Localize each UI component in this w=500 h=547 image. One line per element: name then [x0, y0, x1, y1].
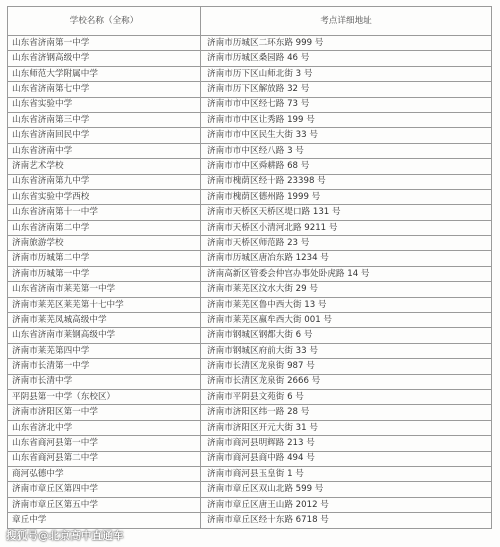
school-name-cell: 山东省商河县第二中学	[8, 451, 201, 466]
school-name-cell: 章丘中学	[8, 513, 201, 528]
table-row	[8, 405, 492, 420]
school-name-cell: 济南艺术学校	[8, 159, 201, 174]
table-row	[8, 343, 492, 358]
table-row	[8, 236, 492, 251]
table-row	[8, 82, 492, 97]
exam-address-cell: 济南市天桥区天桥区堤口路 131 号	[201, 205, 492, 220]
exam-address-cell: 济南市平阴县文苑街 6 号	[201, 389, 492, 404]
exam-address-cell: 济南市章丘区双山北路 599 号	[201, 482, 492, 497]
exam-address-cell: 济南市历下区解放路 32 号	[201, 82, 492, 97]
school-name-cell: 济南市莱芜第四中学	[8, 343, 201, 358]
exam-address-cell: 济南市莱芜区汶水大街 29 号	[201, 282, 492, 297]
table-row	[8, 174, 492, 189]
school-name-cell: 山东省济南中学	[8, 143, 201, 158]
school-name-cell: 济南市历城第一中学	[8, 266, 201, 281]
table-row	[8, 328, 492, 343]
table-row	[8, 436, 492, 451]
exam-address-cell: 济南市槐荫区德州路 1999 号	[201, 189, 492, 204]
exam-address-cell: 济南市历城区二环东路 999 号	[201, 36, 492, 51]
school-name-cell: 平阴县第一中学（东校区）	[8, 389, 201, 404]
school-name-cell: 山东省济南第一中学	[8, 36, 201, 51]
school-name-cell: 山东师范大学附属中学	[8, 66, 201, 81]
exam-address-cell: 济南市市中区经七路 73 号	[201, 97, 492, 112]
school-name-cell: 济南旅游学校	[8, 236, 201, 251]
exam-address-cell: 济南市长清区龙泉街 987 号	[201, 359, 492, 374]
school-name-cell: 山东省济南第九中学	[8, 174, 201, 189]
table-row	[8, 282, 492, 297]
table-row	[8, 466, 492, 481]
header-school-name: 学校名称（全称）	[8, 7, 201, 36]
table-row	[8, 66, 492, 81]
exam-address-cell: 济南市莱芜区嬴牟西大街 001 号	[201, 313, 492, 328]
exam-address-cell: 济南市历下区山师北街 3 号	[201, 66, 492, 81]
table-row	[8, 51, 492, 66]
school-name-cell: 山东省济南第七中学	[8, 82, 201, 97]
school-name-cell: 商河弘德中学	[8, 466, 201, 481]
table-row	[8, 266, 492, 281]
table-body	[8, 36, 492, 529]
exam-address-cell: 济南市槐荫区经十路 23398 号	[201, 174, 492, 189]
school-name-cell: 山东省济南第十一中学	[8, 205, 201, 220]
exam-address-cell: 济南市市中区舜耕路 68 号	[201, 159, 492, 174]
school-name-cell: 济南市济阳区第一中学	[8, 405, 201, 420]
table-row	[8, 220, 492, 235]
table-row	[8, 251, 492, 266]
school-name-cell: 济南市章丘区第五中学	[8, 497, 201, 512]
exam-address-cell: 济南市天桥区小清河北路 9211 号	[201, 220, 492, 235]
table-row	[8, 36, 492, 51]
table-row	[8, 97, 492, 112]
school-name-cell: 山东省济南回民中学	[8, 128, 201, 143]
table-header	[8, 7, 492, 36]
table-row	[8, 143, 492, 158]
exam-address-cell: 济南市钢城区钢都大街 6 号	[201, 328, 492, 343]
table-row	[8, 359, 492, 374]
school-name-cell: 山东省济北中学	[8, 420, 201, 435]
school-name-cell: 济南市长清中学	[8, 374, 201, 389]
exam-address-cell: 济南市长清区龙泉街 2666 号	[201, 374, 492, 389]
school-name-cell: 山东省商河县第一中学	[8, 436, 201, 451]
exam-address-cell: 济南市市中区经八路 3 号	[201, 143, 492, 158]
school-name-cell: 济南市莱芜凤城高级中学	[8, 313, 201, 328]
header-exam-address: 考点详细地址	[201, 7, 492, 36]
source-watermark: 搜狐号@北京高中直通车	[6, 530, 124, 542]
exam-address-cell: 济南市商河县商中路 494 号	[201, 451, 492, 466]
table-row	[8, 513, 492, 528]
exam-address-cell: 济南市商河县明辉路 213 号	[201, 436, 492, 451]
table-row	[8, 420, 492, 435]
school-name-cell: 山东省济南第二中学	[8, 220, 201, 235]
table-row	[8, 297, 492, 312]
exam-address-cell: 济南市市中区让秀路 199 号	[201, 112, 492, 127]
school-name-cell: 山东省济南市莱芜第一中学	[8, 282, 201, 297]
school-name-cell: 山东省济南市莱钢高级中学	[8, 328, 201, 343]
exam-site-table	[7, 6, 492, 529]
table-row	[8, 128, 492, 143]
table-row	[8, 389, 492, 404]
exam-address-cell: 济南市章丘区经十东路 6718 号	[201, 513, 492, 528]
table-row	[8, 189, 492, 204]
exam-address-cell: 济南市历城区桑园路 46 号	[201, 51, 492, 66]
table-row	[8, 313, 492, 328]
exam-address-cell: 济南市历城区唐冶东路 1234 号	[201, 251, 492, 266]
table-row	[8, 451, 492, 466]
header-row	[8, 7, 492, 36]
exam-address-cell: 济南市商河县玉皇街 1 号	[201, 466, 492, 481]
table-row	[8, 159, 492, 174]
table-row	[8, 112, 492, 127]
exam-address-cell: 济南市济阳区纬一路 28 号	[201, 405, 492, 420]
table-row	[8, 482, 492, 497]
exam-address-cell: 济南市莱芜区鲁中西大街 13 号	[201, 297, 492, 312]
exam-address-cell: 济南市市中区民生大街 33 号	[201, 128, 492, 143]
school-name-cell: 山东省济南第三中学	[8, 112, 201, 127]
table-row	[8, 205, 492, 220]
school-name-cell: 山东省实验中学	[8, 97, 201, 112]
school-name-cell: 济南市历城第二中学	[8, 251, 201, 266]
exam-address-cell: 济南市济阳区开元大街 31 号	[201, 420, 492, 435]
school-name-cell: 山东省实验中学西校	[8, 189, 201, 204]
school-name-cell: 济南市长清第一中学	[8, 359, 201, 374]
exam-address-cell: 济南高新区管委会仲宫办事处卧虎路 14 号	[201, 266, 492, 281]
school-name-cell: 济南市莱芜区莱芜第十七中学	[8, 297, 201, 312]
exam-address-cell: 济南市钢城区府前大街 33 号	[201, 343, 492, 358]
exam-address-cell: 济南市天桥区师范路 23 号	[201, 236, 492, 251]
table-row	[8, 497, 492, 512]
school-name-cell: 山东省济钢高级中学	[8, 51, 201, 66]
table-row	[8, 374, 492, 389]
school-name-cell: 济南市章丘区第四中学	[8, 482, 201, 497]
exam-address-cell: 济南市章丘区唐王山路 2012 号	[201, 497, 492, 512]
